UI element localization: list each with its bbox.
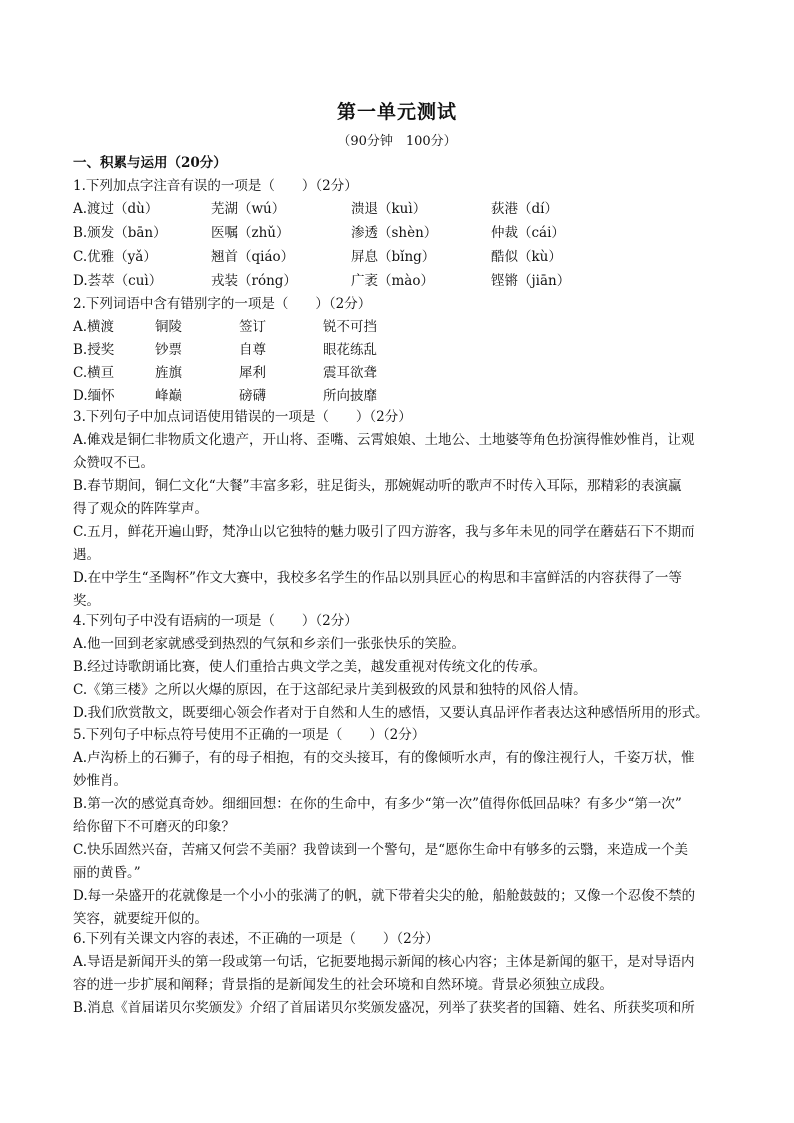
question-6-stem: 6.下列有关课文内容的表述，不正确的一项是（ ）（2分） xyxy=(73,931,439,947)
question-2-stem: 2.下列词语中含有错别字的一项是（ ）（2分） xyxy=(73,296,372,312)
option-cell: 广袤（mào） xyxy=(351,273,434,289)
option-cell: C.优雅（yǎ） xyxy=(73,249,157,265)
option-cell: 铜陵 xyxy=(155,319,182,335)
option-line: B.消息《首届诺贝尔奖颁发》介绍了首届诺贝尔奖颁发盛况，列举了获奖者的国籍、姓名、所获奖项和所 xyxy=(73,1000,695,1016)
option-cell: 磅礴 xyxy=(239,388,266,404)
option-cell: 戎装（róng） xyxy=(211,273,297,289)
option-line: 众赞叹不已。 xyxy=(73,455,154,471)
option-cell: 自尊 xyxy=(239,342,266,358)
option-cell: 钞票 xyxy=(155,342,182,358)
option-line: 奖。 xyxy=(73,593,100,609)
option-cell: 屏息（bǐng） xyxy=(351,249,436,265)
option-line: 丽的黄昏。” xyxy=(73,865,141,881)
option-cell: D.缅怀 xyxy=(73,388,115,404)
option-line: 给你留下不可磨灭的印象？ xyxy=(73,819,235,835)
option-line: A.他一回到老家就感受到热烈的气氛和乡亲们一张张快乐的笑脸。 xyxy=(73,636,466,652)
option-cell: 锐不可挡 xyxy=(323,319,377,335)
option-cell: 所向披靡 xyxy=(323,388,377,404)
option-line: A.傩戏是铜仁非物质文化遗产，开山将、歪嘴、云霄娘娘、土地公、土地婆等角色扮演得惟妙惟肖，让观 xyxy=(73,432,695,448)
option-cell: 签订 xyxy=(239,319,266,335)
option-line: C.快乐固然兴奋，苦痛又何尝不美丽？我曾读到一个警句，是“愿你生命中有够多的云翳，来造成一个美 xyxy=(73,842,689,858)
option-cell: 芜湖（wú） xyxy=(211,201,286,217)
option-cell: 翘首（qiáo） xyxy=(211,249,295,265)
option-cell: 震耳欲聋 xyxy=(323,365,377,381)
option-line: 笑容，就要绽开似的。 xyxy=(73,911,208,927)
option-line: B.第一次的感觉真奇妙。细细回想：在你的生命中，有多少“第一次”值得你低回品味？有多少“第一次” xyxy=(73,796,682,812)
option-cell: 犀利 xyxy=(239,365,266,381)
option-cell: C.横亘 xyxy=(73,365,115,381)
option-cell: 渗透（shèn） xyxy=(351,225,438,241)
option-line: 得了观众的阵阵掌声。 xyxy=(73,501,208,517)
option-cell: A.横渡 xyxy=(73,319,115,335)
option-cell: A.渡过（dù） xyxy=(73,201,159,217)
option-line: 妙惟肖。 xyxy=(73,773,127,789)
option-line: B.春节期间，铜仁文化“大餐”丰富多彩，驻足街头，那婉娓动听的歌声不时传入耳际，那精彩的表演赢 xyxy=(73,478,682,494)
option-cell: 溃退（kuì） xyxy=(351,201,427,217)
option-cell: 酷似（kù） xyxy=(491,249,562,265)
option-line: C.五月，鲜花开遍山野，梵净山以它独特的魅力吸引了四方游客，我与多年未见的同学在蘑菇石下不期而 xyxy=(73,524,695,540)
option-line: 遇。 xyxy=(73,547,100,563)
question-3-stem: 3.下列句子中加点词语使用错误的一项是（ ）（2分） xyxy=(73,409,412,425)
option-cell: B.颁发（bān） xyxy=(73,225,167,241)
option-line: A.导语是新闻开头的第一段或第一句话，它扼要地揭示新闻的核心内容；主体是新闻的躯干，是对导语内 xyxy=(73,954,695,970)
option-line: B.经过诗歌朗诵比赛，使人们重拾古典文学之美，越发重视对传统文化的传承。 xyxy=(73,659,547,675)
question-5-stem: 5.下列句子中标点符号使用不正确的一项是（ ）（2分） xyxy=(73,727,426,743)
question-4-stem: 4.下列句子中没有语病的一项是（ ）（2分） xyxy=(73,613,358,629)
option-line: D.每一朵盛开的花就像是一个小小的张满了的帆，就下带着尖尖的舱，船舱鼓鼓的；又像一个忍俊不禁的 xyxy=(73,888,696,904)
option-cell: 医嘱（zhǔ） xyxy=(211,225,290,241)
section-heading: 一、积累与运用（20分） xyxy=(73,155,227,171)
option-cell: 峰巅 xyxy=(155,388,182,404)
option-line: C.《第三楼》之所以火爆的原因，在于这部纪录片美到极致的风景和独特的风俗人情。 xyxy=(73,682,587,698)
option-line: 容的进一步扩展和阐释；背景指的是新闻发生的社会环境和自然环境。背景必须独立成段。 xyxy=(73,977,613,993)
option-cell: 眼花练乱 xyxy=(323,342,377,358)
option-cell: 旌旗 xyxy=(155,365,182,381)
option-cell: B.授奖 xyxy=(73,342,115,358)
page-title: 第一单元测试 xyxy=(336,101,457,123)
option-cell: 仲裁（cái） xyxy=(491,225,565,241)
option-cell: 荻港（dí） xyxy=(491,201,558,217)
question-1-stem: 1.下列加点字注音有误的一项是（ ）（2分） xyxy=(73,178,358,194)
option-cell: D.荟萃（cuì） xyxy=(73,273,163,289)
option-cell: 铿锵（jiān） xyxy=(491,273,571,289)
option-line: D.在中学生“圣陶杯”作文大赛中，我校多名学生的作品以别具匠心的构思和丰富鲜活的内容获得了一等 xyxy=(73,570,682,586)
option-line: A.卢沟桥上的石狮子，有的母子相抱，有的交头接耳，有的像倾听水声，有的像注视行人，千姿万状，惟 xyxy=(73,750,695,766)
page-subtitle: （90分钟 100分） xyxy=(337,134,457,149)
option-line: D.我们欣赏散文，既要细心领会作者对于自然和人生的感悟，又要认真品评作者表达这种感悟所用的形式。 xyxy=(73,705,709,721)
